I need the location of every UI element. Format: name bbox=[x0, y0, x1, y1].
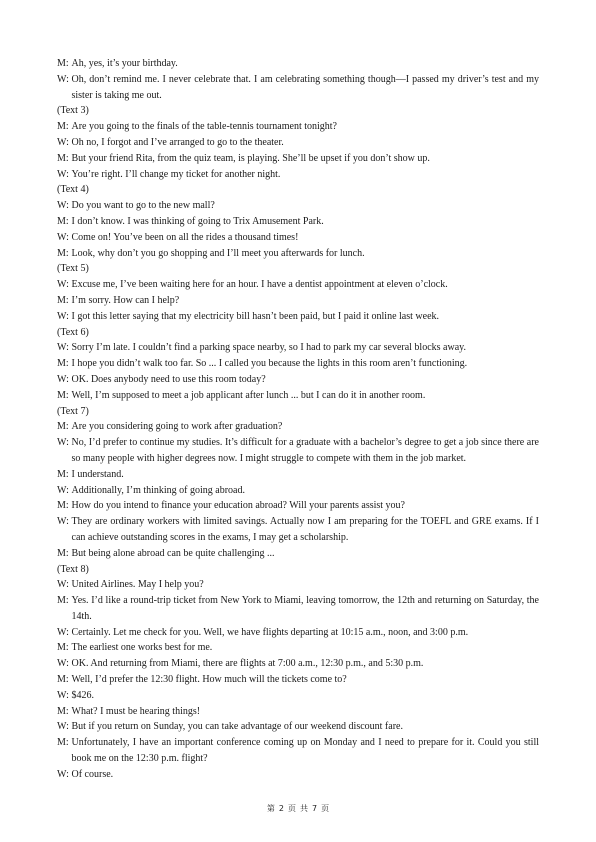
speaker-label: W: bbox=[57, 200, 69, 212]
speaker-label: M: bbox=[57, 358, 69, 370]
dialogue-text: Oh no, I forgot and I’ve arranged to go to the theater. bbox=[71, 136, 284, 148]
speaker-label: M: bbox=[57, 468, 69, 480]
dialogue-text: You’re right. I’ll change my ticket for another night. bbox=[71, 168, 281, 180]
dialogue-turn bbox=[57, 119, 539, 135]
dialogue-turn bbox=[57, 135, 539, 151]
dialogue-text: How do you intend to finance your education abroad? Will your parents assist you? bbox=[71, 500, 405, 512]
dialogue-text: Excuse me, I’ve been waiting here for an hour. I have a dentist appointment at eleven o’clock. bbox=[71, 279, 448, 291]
dialogue-text: Ah, yes, it’s your birthday. bbox=[71, 58, 178, 69]
dialogue-turn bbox=[57, 483, 539, 499]
dialogue-turn bbox=[57, 388, 539, 404]
speaker-label: W: bbox=[57, 310, 69, 322]
dialogue-text: Yes. I’d like a round-trip ticket from New York to Miami, leaving tomorrow, the 12th and returning on Saturday, the 14th. bbox=[71, 595, 539, 622]
speaker-label: W: bbox=[57, 373, 69, 385]
dialogue-text: The earliest one works best for me. bbox=[71, 642, 213, 654]
dialogue-text: Sorry I’m late. I couldn’t find a parking space nearby, so I had to park my car several blocks away. bbox=[71, 342, 466, 354]
speaker-label: M: bbox=[57, 547, 69, 559]
dialogue-turn bbox=[57, 372, 539, 388]
dialogue-text: United Airlines. May I help you? bbox=[71, 579, 204, 591]
section-heading: (Text 5) bbox=[57, 263, 89, 275]
speaker-label: W: bbox=[57, 721, 69, 733]
section-heading: (Text 4) bbox=[57, 184, 89, 196]
dialogue-text: Look, why don’t you go shopping and I’ll meet you afterwards for lunch. bbox=[71, 247, 365, 259]
speaker-label: W: bbox=[57, 579, 69, 591]
dialogue-text: I understand. bbox=[71, 468, 124, 480]
speaker-label: M: bbox=[57, 152, 69, 164]
dialogue-text: Additionally, I’m thinking of going abroad. bbox=[71, 484, 245, 496]
footer-prefix: 第 bbox=[266, 804, 275, 813]
speaker-label: W: bbox=[57, 516, 69, 528]
dialogue-text: I don’t know. I was thinking of going to Trix Amusement Park. bbox=[71, 215, 324, 227]
dialogue-text: What? I must be hearing things! bbox=[71, 705, 201, 717]
dialogue-text: But if you return on Sunday, you can take advantage of our weekend discount fare. bbox=[71, 721, 403, 733]
speaker-label: W: bbox=[57, 136, 69, 148]
footer-total-unit: 页 bbox=[321, 804, 330, 813]
dialogue-text: I hope you didn’t walk too far. So ... I called you because the lights in this room aren’t functioning. bbox=[71, 358, 468, 370]
dialogue-turn bbox=[57, 656, 539, 672]
speaker-label: M: bbox=[57, 247, 69, 259]
section-heading: (Text 7) bbox=[57, 405, 89, 417]
dialogue-turn bbox=[57, 356, 539, 372]
dialogue-turn bbox=[57, 672, 539, 688]
dialogue-text: $426. bbox=[71, 689, 94, 701]
speaker-label: M: bbox=[57, 421, 69, 433]
dialogue-text: Oh, don’t remind me. I never celebrate that. I am celebrating something though—I passed my driver’s test and my sister is taking me out. bbox=[71, 73, 539, 101]
dialogue-turn bbox=[57, 72, 539, 104]
transcript-body bbox=[57, 56, 539, 783]
speaker-label: M: bbox=[57, 215, 69, 227]
footer-page-unit: 页 bbox=[288, 804, 296, 813]
dialogue-turn bbox=[57, 498, 539, 514]
dialogue-turn bbox=[57, 246, 539, 262]
speaker-label: M: bbox=[57, 121, 69, 133]
speaker-label: M: bbox=[57, 58, 69, 69]
section-heading: (Text 6) bbox=[57, 326, 89, 338]
dialogue-text: OK. And returning from Miami, there are flights at 7:00 a.m., 12:30 p.m., and 5:30 p.m. bbox=[71, 658, 424, 670]
dialogue-text: No, I’d prefer to continue my studies. It’s difficult for a graduate with a bachelor’s degree to get a job since there are so many people with higher degrees now. I might struggle to compete with them in the job market. bbox=[71, 437, 539, 464]
speaker-label: M: bbox=[57, 674, 69, 686]
dialogue-turn bbox=[57, 546, 539, 562]
speaker-label: W: bbox=[57, 689, 69, 701]
dialogue-turn bbox=[57, 719, 539, 735]
page-footer bbox=[0, 803, 596, 814]
dialogue-turn bbox=[57, 151, 539, 167]
footer-page-number: 2 bbox=[278, 804, 284, 813]
dialogue-turn bbox=[57, 230, 539, 246]
dialogue-text: Come on! You’ve been on all the rides a thousand times! bbox=[71, 231, 299, 243]
dialogue-text: Certainly. Let me check for you. Well, we have flights departing at 10:15 a.m., noon, and 3:00 p.m. bbox=[71, 626, 469, 638]
speaker-label: W: bbox=[57, 168, 69, 180]
dialogue-turn bbox=[57, 293, 539, 309]
speaker-label: W: bbox=[57, 768, 69, 780]
speaker-label: W: bbox=[57, 73, 69, 85]
footer-total-pages: 7 bbox=[312, 804, 318, 813]
dialogue-turn bbox=[57, 640, 539, 656]
speaker-label: M: bbox=[57, 595, 69, 607]
dialogue-turn bbox=[57, 419, 539, 435]
dialogue-turn bbox=[57, 198, 539, 214]
speaker-label: M: bbox=[57, 642, 69, 654]
dialogue-turn bbox=[57, 467, 539, 483]
speaker-label: W: bbox=[57, 279, 69, 291]
dialogue-text: But being alone abroad can be quite challenging ... bbox=[71, 547, 275, 559]
speaker-label: M: bbox=[57, 705, 69, 717]
footer-total-word: 共 bbox=[300, 804, 308, 813]
dialogue-turn bbox=[57, 625, 539, 641]
dialogue-text: I got this letter saying that my electricity bill hasn’t been paid, but I paid it online last week. bbox=[71, 310, 440, 322]
dialogue-text: Of course. bbox=[71, 768, 114, 780]
dialogue-turn bbox=[57, 56, 539, 72]
dialogue-text: Are you going to the finals of the table-tennis tournament tonight? bbox=[71, 121, 337, 133]
dialogue-turn bbox=[57, 688, 539, 704]
dialogue-turn bbox=[57, 277, 539, 293]
section-heading: (Text 3) bbox=[57, 105, 89, 117]
dialogue-turn bbox=[57, 593, 539, 625]
dialogue-text: But your friend Rita, from the quiz team, is playing. She’ll be upset if you don’t show up. bbox=[71, 152, 430, 164]
dialogue-text: OK. Does anybody need to use this room today? bbox=[71, 373, 266, 385]
dialogue-text: Well, I’d prefer the 12:30 flight. How much will the tickets come to? bbox=[71, 674, 347, 686]
speaker-label: W: bbox=[57, 626, 69, 638]
speaker-label: W: bbox=[57, 231, 69, 243]
speaker-label: W: bbox=[57, 484, 69, 496]
dialogue-turn bbox=[57, 767, 539, 783]
speaker-label: W: bbox=[57, 342, 69, 354]
dialogue-turn bbox=[57, 704, 539, 720]
dialogue-text: I’m sorry. How can I help? bbox=[71, 294, 180, 306]
dialogue-turn bbox=[57, 214, 539, 230]
dialogue-turn bbox=[57, 435, 539, 467]
speaker-label: M: bbox=[57, 294, 69, 306]
speaker-label: W: bbox=[57, 437, 69, 449]
dialogue-text: Are you considering going to work after graduation? bbox=[71, 421, 283, 433]
dialogue-turn bbox=[57, 735, 539, 767]
dialogue-text: Well, I’m supposed to meet a job applicant after lunch ... but I can do it in another room. bbox=[71, 389, 426, 401]
speaker-label: M: bbox=[57, 500, 69, 512]
dialogue-turn bbox=[57, 577, 539, 593]
section-heading: (Text 8) bbox=[57, 563, 89, 575]
dialogue-turn bbox=[57, 340, 539, 356]
dialogue-text: They are ordinary workers with limited savings. Actually now I am preparing for the TOEFL and GRE exams. If I can achieve outstanding scores in the exams, I may get a scholarship. bbox=[71, 516, 539, 543]
speaker-label: M: bbox=[57, 737, 69, 749]
dialogue-text: Unfortunately, I have an important conference coming up on Monday and I need to prepare for it. Could you still book me on the 12:30 p.m. flight? bbox=[71, 737, 539, 765]
dialogue-turn bbox=[57, 167, 539, 183]
speaker-label: W: bbox=[57, 658, 69, 670]
speaker-label: M: bbox=[57, 389, 69, 401]
dialogue-turn bbox=[57, 514, 539, 546]
dialogue-turn bbox=[57, 309, 539, 325]
dialogue-text: Do you want to go to the new mall? bbox=[71, 200, 215, 212]
